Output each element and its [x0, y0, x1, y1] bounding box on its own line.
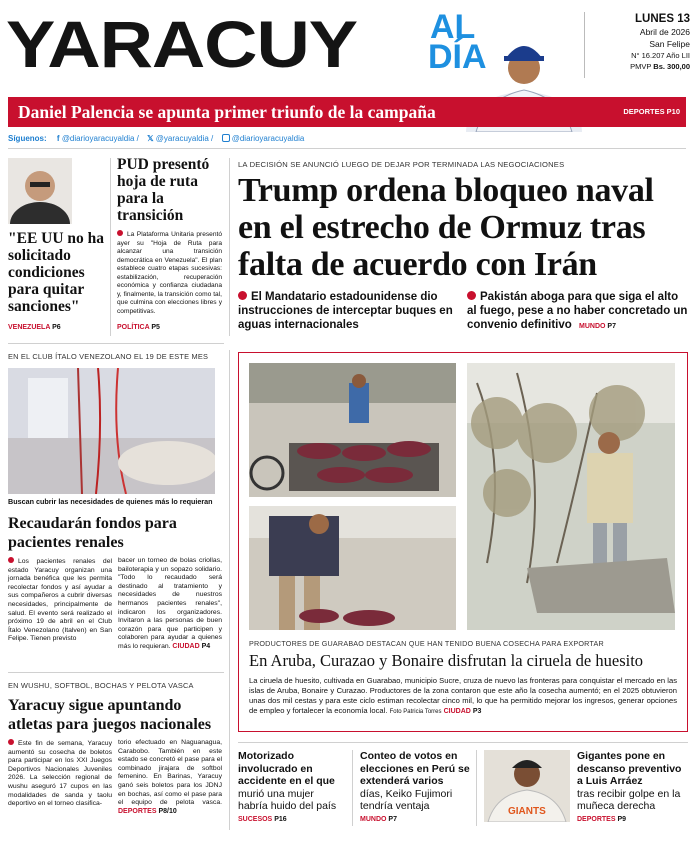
- lead-point-1: El Mandatario estadounidense dio instrucciones de interceptar buques en aguas internacionales: [238, 291, 453, 331]
- renal-section[interactable]: CIUDAD P4: [172, 642, 211, 650]
- masthead-al: AL: [430, 8, 476, 46]
- ciruela-headline[interactable]: En Aruba, Curazao y Bonaire disfrutan la ciruela de huesito: [249, 651, 644, 670]
- peru-title: Conteo de votos en elecciones en Perú se extenderá varios: [360, 750, 470, 787]
- issue-number: N° 16.207 Año LII: [631, 51, 690, 60]
- arraez-story[interactable]: [577, 750, 689, 823]
- lead-kicker: LA DECISIÓN SE ANUNCIÓ LUEGO DE DEJAR POR TERMINADA LAS NEGOCIACIONES: [238, 160, 565, 169]
- lead-section[interactable]: MUNDO P7: [579, 323, 616, 330]
- renal-kicker: EN EL CLUB ÍTALO VENEZOLANO EL 19 DE ESTE MES: [8, 352, 209, 361]
- instagram-link[interactable]: @diarioyaracuyaldia: [231, 134, 305, 143]
- twitter-link[interactable]: @yaracuyaldia /: [155, 134, 214, 143]
- ciruela-body: La ciruela de huesito, cultivada en Guarabao, municipio Sucre, cruza de nuevo las fronteras para conquistar el mercado en las islas de Aruba, Bonaire y Curazao. Productores de la zona contaron que este año la cosecha aumentó; en el 2025 obtuvieron unas dos mil cestas y para este ciclo estiman recolectar cinco mil, lo que ha permitido mejorar los ingresos, generar opciones de empleo y fortalecer la economía local. Foto Patricia Torres CIUDAD P3: [249, 676, 677, 715]
- issue-day: LUNES 13: [635, 13, 690, 25]
- divider: [476, 750, 477, 826]
- divider: [110, 158, 111, 336]
- photo-credit: Foto Patricia Torres: [389, 709, 442, 715]
- divider: [352, 750, 353, 826]
- issue-city: San Felipe: [649, 39, 690, 49]
- lead-point-2: Pakistán aboga para que siga el alto al fuego, pese a no haber concretado un convenio definitivo MUNDO P7: [467, 291, 688, 331]
- masthead: [0, 0, 696, 96]
- harvest-photo-2: [249, 506, 456, 630]
- sports-body-col2: torio efectuado en Naguanagua, Carabobo. También en este estado se concretó el pase para el combinado jirajara de softbol femenino. En Barinas, Yaracuy ganó seis boletos para los JDNJ en bochas, así como el pase para el equipo de pelota vasca. DEPORTES P8/10: [118, 739, 222, 815]
- follow-label: Síguenos:: [8, 134, 47, 143]
- issue-date: Abril de 2026: [639, 27, 690, 37]
- harvest-photo-1: [249, 363, 456, 497]
- masthead-meta: [590, 12, 690, 72]
- pud-body: La Plataforma Unitaria presentó ayer su "Hoja de Ruta para alcanzar una transición democrática en Venezuela". El plan establece cuatro etapas sucesivas: estabilización, recuperación económica y confianza ciudadana y, finalmente, la transición como tal, que culmina con elecciones libres y competitivas.: [117, 231, 222, 315]
- sports-body-col1: Este fin de semana, Yaracuy aumentó su cosecha de boletos para participar en los XXI Juegos Deportivos Nacionales Juveniles 2026. La selección regional de wushu aseguró 17 cupos en las modalidades de sanda y taolu deportivo en el torneo clasifica-: [8, 740, 112, 808]
- arraez-section[interactable]: DEPORTES P9: [577, 815, 627, 823]
- social-bar: [8, 134, 304, 143]
- sports-kicker: EN WUSHU, SOFTBOL, BOCHAS Y PELOTA VASCA: [8, 681, 194, 690]
- facebook-link[interactable]: @diarioyaracuyaldia /: [61, 134, 139, 143]
- ciruela-section[interactable]: CIUDAD P3: [443, 708, 482, 715]
- instagram-icon: [222, 134, 230, 142]
- dialysis-photo: [8, 368, 215, 494]
- arraez-title: Gigantes pone en descanso preventivo a Luis Arráez: [577, 750, 682, 787]
- peru-story[interactable]: [360, 750, 470, 823]
- masthead-divider: [584, 12, 585, 78]
- divider: [229, 158, 230, 336]
- pud-section[interactable]: POLÍTICA P5: [117, 324, 160, 331]
- divider: [229, 350, 230, 830]
- giants-jersey-text: GIANTS: [508, 806, 546, 817]
- farmer-photo: [467, 363, 675, 630]
- peru-rest: días, Keiko Fujimori tendría ventaja: [360, 787, 453, 812]
- masthead-title: YARACUY: [6, 7, 357, 81]
- issue-price: PMVP Bs. 300,00: [630, 62, 690, 71]
- renal-headline[interactable]: Recaudarán fondos para pacientes renales: [8, 515, 177, 551]
- divider: [8, 672, 224, 673]
- banner-section: DEPORTES P10: [623, 107, 680, 116]
- renal-body-col2: bacer un torneo de bolas criollas, bailoterapia y un sopazo solidario. "Todo lo recaudado será destinado al tratamiento y necesidades de nuestros hermanos pacientes renales", indicaron los organizadores. Invitaron a las personas de buen corazón para que participen y colaboren para ayudar a quienes más lo requieran. CIUDAD P4: [118, 557, 222, 650]
- twitter-icon: 𝕏: [147, 134, 154, 143]
- quote-section[interactable]: VENEZUELA P6: [8, 324, 61, 331]
- columnist-photo: [8, 158, 72, 224]
- quote-headline[interactable]: "EE UU no ha solicitado condiciones para quitar sanciones": [8, 230, 105, 315]
- divider: [8, 343, 224, 344]
- sucesos-title: Motorizado involucrado en accidente en el que: [238, 750, 335, 787]
- sucesos-rest: murió una mujer habría huido del país: [238, 787, 337, 812]
- sports-banner[interactable]: [8, 97, 686, 127]
- sucesos-story[interactable]: [238, 750, 346, 823]
- renal-caption: Buscan cubrir las necesidades de quienes más lo requieran: [8, 497, 213, 506]
- facebook-icon: f: [56, 134, 60, 143]
- masthead-dia: DÍA: [428, 38, 487, 76]
- divider: [238, 742, 688, 743]
- banner-headline: Daniel Palencia se apunta primer triunfo de la campaña: [18, 102, 436, 122]
- sports-headline[interactable]: Yaracuy sigue apuntando atletas para juegos nacionales: [8, 697, 212, 733]
- sports-section[interactable]: DEPORTES P8/10: [118, 807, 177, 815]
- lead-headline[interactable]: Trump ordena bloqueo naval en el estrecho de Ormuz tras falta de acuerdo con Irán: [238, 172, 654, 283]
- pud-headline[interactable]: PUD presentó hoja de ruta para la transición: [117, 156, 210, 224]
- arraez-rest: tras recibir golpe en la muñeca derecha: [577, 787, 681, 812]
- ciruela-kicker: PRODUCTORES DE GUARABAO DESTACAN QUE HAN TENIDO BUENA COSECHA PARA EXPORTAR: [249, 639, 604, 648]
- renal-body-col1: Los pacientes renales del estado Yaracuy organizan una jornada benéfica que les permita recolectar fondos y así ayudar a sus compañeros a cubrir diversas necesidades, principalmente de salud. El evento será realizado el próximo 19 de abril en el Club Ítalo Venezolano (Italven) en San Felipe. Tienen previsto: [8, 558, 112, 643]
- divider: [8, 148, 686, 149]
- arraez-photo: [484, 750, 570, 822]
- peru-section[interactable]: MUNDO P7: [360, 815, 397, 823]
- sucesos-section[interactable]: SUCESOS P16: [238, 815, 287, 823]
